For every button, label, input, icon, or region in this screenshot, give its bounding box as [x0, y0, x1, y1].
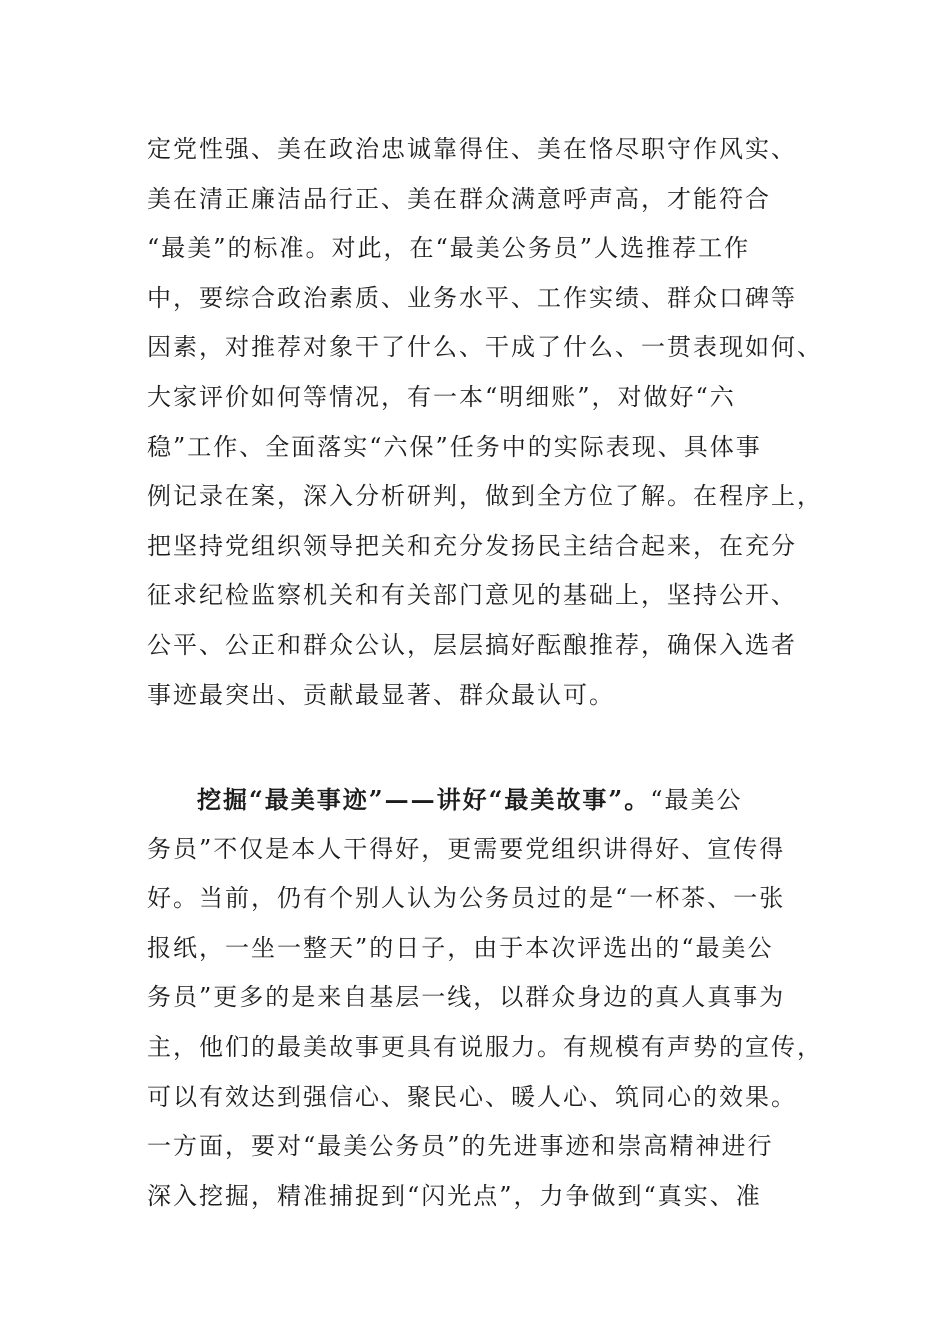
- text-line: 因素，对推荐对象干了什么、干成了什么、一贯表现如何、: [147, 333, 823, 362]
- text-line: 公平、公正和群众公认，层层搞好酝酿推荐，确保入选者: [147, 630, 797, 659]
- text-line: 好。当前，仍有个别人认为公务员过的是“一杯茶、一张: [147, 884, 786, 913]
- text-line: 例记录在案，深入分析研判，做到全方位了解。在程序上，: [147, 482, 823, 511]
- text-line: 报纸，一坐一整天”的日子，由于本次评选出的“最美公: [147, 933, 774, 962]
- text-line: 征求纪检监察机关和有关部门意见的基础上，坚持公开、: [147, 581, 797, 610]
- section-heading: 挖掘“最美事迹”——讲好“最美故事”。: [197, 785, 651, 814]
- text-line: 把坚持党组织领导把关和充分发扬民主结合起来，在充分: [147, 531, 797, 560]
- text-line: 稳”工作、全面落实“六保”任务中的实际表现、具体事: [147, 432, 762, 461]
- text-line: 事迹最突出、贡献最显著、群众最认可。: [147, 680, 615, 709]
- text-line: 深入挖掘，精准捕捉到“闪光点”，力争做到“真实、准: [147, 1181, 762, 1210]
- text-line: 大家评价如何等情况，有一本“明细账”，对做好“六: [147, 382, 736, 411]
- text-line: “最美”的标准。对此，在“最美公务员”人选推荐工作: [147, 234, 751, 263]
- text-line: 可以有效达到强信心、聚民心、暖人心、筑同心的效果。: [147, 1082, 797, 1111]
- text-fragment: “最美公: [650, 786, 743, 814]
- paragraph-1: [147, 125, 823, 720]
- paragraph-2: [147, 775, 823, 1221]
- text-line: 美在清正廉洁品行正、美在群众满意呼声高，才能符合: [147, 184, 771, 213]
- text-line: 中，要综合政治素质、业务水平、工作实绩、群众口碑等: [147, 283, 797, 312]
- text-line: 务员”更多的是来自基层一线，以群众身边的真人真事为: [147, 983, 786, 1012]
- text-line: 务员”不仅是本人干得好，更需要党组织讲得好、宣传得: [147, 834, 786, 863]
- text-line: 一方面，要对“最美公务员”的先进事迹和崇高精神进行: [147, 1132, 774, 1161]
- text-line: 主，他们的最美故事更具有说服力。有规模有声势的宣传，: [147, 1032, 823, 1061]
- text-line: 定党性强、美在政治忠诚靠得住、美在恪尽职守作风实、: [147, 135, 797, 163]
- paragraph-first-line: [147, 775, 807, 825]
